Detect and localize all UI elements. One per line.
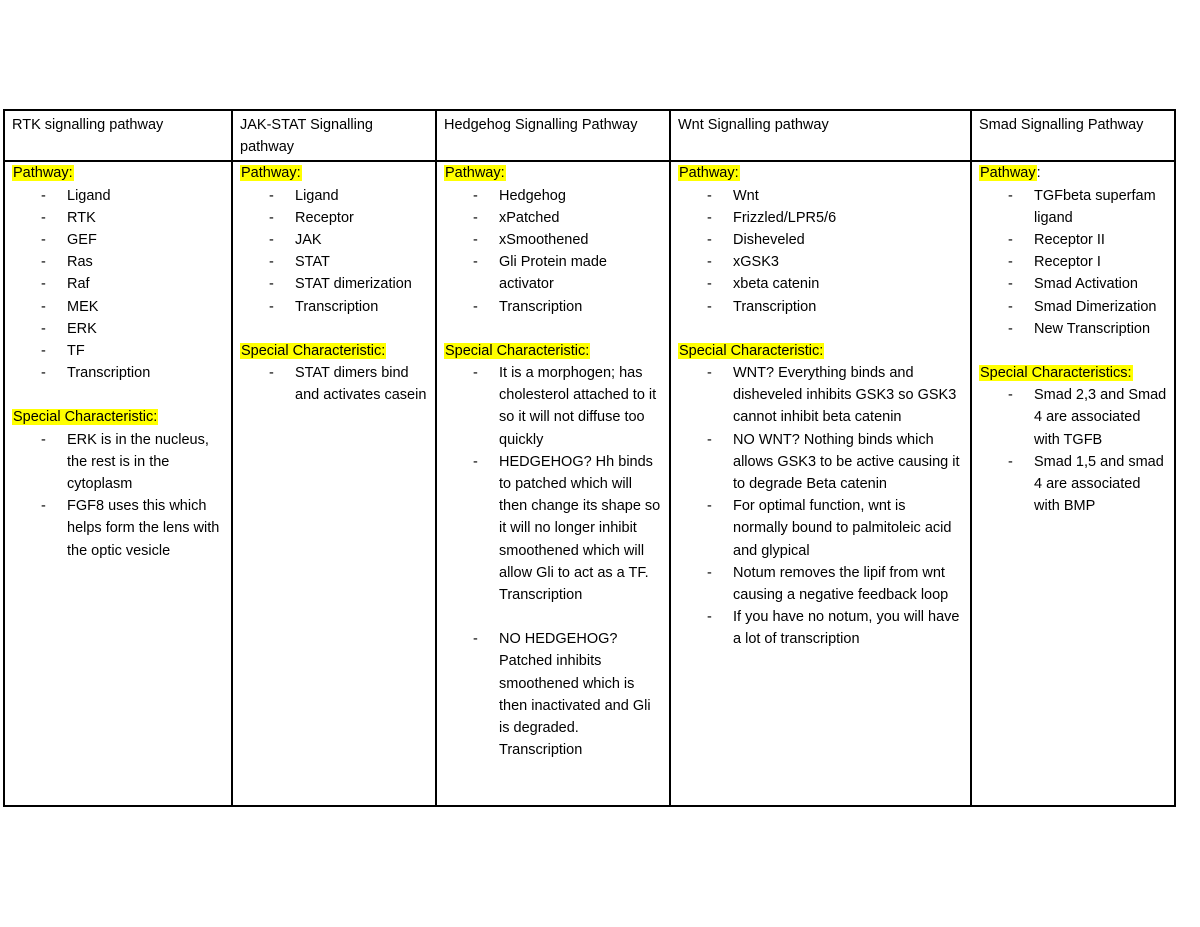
characteristic-item: - Notum removes the lipif from wnt causing a negative feedback loop <box>733 562 963 606</box>
pathway-step: - Ras <box>67 251 224 273</box>
section-spacer <box>240 318 428 340</box>
cell-rtk <box>4 161 232 806</box>
col-header-jak-stat <box>232 110 436 161</box>
pathway-step: - Disheveled <box>733 229 963 251</box>
pathway-label <box>444 162 662 184</box>
pathway-label <box>678 162 963 184</box>
characteristic-item: - Smad 1,5 and smad 4 are associated with BMP <box>1034 451 1167 518</box>
pathway-label-text: Pathway <box>980 165 1036 182</box>
characteristic-item: - HEDGEHOG? Hh binds to patched which will then change its shape so it will no longer inhibit smoothened which will allow Gli to act as a TF. Transcription <box>499 451 662 606</box>
col-header-hedgehog <box>436 110 670 161</box>
pathway-list <box>12 185 224 385</box>
pathway-step: - Receptor I <box>1034 251 1167 273</box>
col-header-text: Smad Signalling Pathway <box>979 117 1144 133</box>
special-label-text: Special Characteristic: <box>13 409 158 426</box>
pathway-step: - xPatched <box>499 207 662 229</box>
pathway-step: - STAT dimerization <box>295 273 428 295</box>
characteristic-item: - STAT dimers bind and activates casein <box>295 362 428 406</box>
characteristic-item: - WNT? Everything binds and disheveled inhibits GSK3 so GSK3 cannot inhibit beta catenin <box>733 362 963 429</box>
characteristic-item: - If you have no notum, you will have a lot of transcription <box>733 606 963 650</box>
col-header-text: Wnt Signalling pathway <box>678 117 829 133</box>
special-characteristic-list <box>444 362 662 761</box>
special-characteristic-label <box>240 340 428 362</box>
characteristic-item: - ERK is in the nucleus, the rest is in the cytoplasm <box>67 429 224 496</box>
pathway-step: - xbeta catenin <box>733 273 963 295</box>
special-characteristic-label <box>12 406 224 428</box>
pathway-label-text: Pathway: <box>445 165 505 182</box>
pathway-step: - xGSK3 <box>733 251 963 273</box>
section-spacer <box>444 318 662 340</box>
special-characteristic-list <box>678 362 963 651</box>
cell-wnt <box>670 161 971 806</box>
pathway-list <box>444 185 662 318</box>
pathway-step: - Raf <box>67 273 224 295</box>
cell-smad <box>971 161 1175 806</box>
pathway-step: - TGFbeta superfam ligand <box>1034 185 1167 229</box>
col-header-text: JAK-STAT Signalling pathway <box>240 117 373 156</box>
pathway-label-text: Pathway: <box>679 165 739 182</box>
content-row <box>4 161 1175 806</box>
col-header-smad <box>971 110 1175 161</box>
pathway-step: - Transcription <box>733 296 963 318</box>
col-header-wnt <box>670 110 971 161</box>
list-spacer <box>499 606 662 628</box>
special-label-text: Special Characteristic: <box>241 342 386 359</box>
pathway-label <box>979 162 1167 184</box>
special-characteristic-list <box>12 429 224 562</box>
special-characteristic-label <box>979 362 1167 384</box>
pathway-step: - Receptor II <box>1034 229 1167 251</box>
characteristic-item: - NO HEDGEHOG? Patched inhibits smoothened which is then inactivated and Gli is degraded. Transcription <box>499 628 662 761</box>
col-header-rtk <box>4 110 232 161</box>
special-characteristic-list <box>979 384 1167 517</box>
special-label-text: Special Characteristic: <box>679 342 824 359</box>
characteristic-item: - Smad 2,3 and Smad 4 are associated with TGFB <box>1034 384 1167 451</box>
pathway-label-text: Pathway: <box>13 165 73 182</box>
pathway-step: - New Transcription <box>1034 318 1167 340</box>
special-label-text: Special Characteristics: <box>980 365 1132 382</box>
characteristic-item: - NO WNT? Nothing binds which allows GSK3 to be active causing it to degrade Beta catenin <box>733 429 963 496</box>
pathway-step: - ERK <box>67 318 224 340</box>
cell-hedgehog <box>436 161 670 806</box>
pathway-step: - Hedgehog <box>499 185 662 207</box>
pathway-step: - STAT <box>295 251 428 273</box>
special-characteristic-label <box>444 340 662 362</box>
pathway-step: - Ligand <box>67 185 224 207</box>
pathway-list <box>979 185 1167 340</box>
pathway-step: - Receptor <box>295 207 428 229</box>
pathway-step: - Transcription <box>499 296 662 318</box>
section-spacer <box>678 318 963 340</box>
pathway-step: - MEK <box>67 296 224 318</box>
pathway-step: - Wnt <box>733 185 963 207</box>
cell-jak-stat <box>232 161 436 806</box>
pathway-step: - Smad Dimerization <box>1034 296 1167 318</box>
characteristic-item: - For optimal function, wnt is normally bound to palmitoleic acid and glypical <box>733 495 963 562</box>
pathway-step: - Transcription <box>295 296 428 318</box>
pathway-label-text: Pathway: <box>241 165 301 182</box>
characteristic-item: - It is a morphogen; has cholesterol attached to it so it will not diffuse too quickly <box>499 362 662 451</box>
special-label-text: Special Characteristic: <box>445 342 590 359</box>
section-spacer <box>12 384 224 406</box>
pathway-step: - RTK <box>67 207 224 229</box>
pathway-step: - Ligand <box>295 185 428 207</box>
col-header-text: Hedgehog Signalling Pathway <box>444 117 638 133</box>
pathway-step: - Smad Activation <box>1034 273 1167 295</box>
pathway-label <box>12 162 224 184</box>
section-spacer <box>979 340 1167 362</box>
pathway-list <box>240 185 428 318</box>
pathway-step: - GEF <box>67 229 224 251</box>
col-header-text: RTK signalling pathway <box>12 117 164 133</box>
pathway-label-suffix: : <box>1036 165 1041 182</box>
pathway-step: - TF <box>67 340 224 362</box>
characteristic-item: - FGF8 uses this which helps form the lens with the optic vesicle <box>67 495 224 562</box>
pathway-list <box>678 185 963 318</box>
pathway-step: - JAK <box>295 229 428 251</box>
special-characteristic-label <box>678 340 963 362</box>
header-row <box>4 110 1175 161</box>
pathway-step: - Gli Protein made activator <box>499 251 662 295</box>
pathway-table <box>3 109 1176 807</box>
special-characteristic-list <box>240 362 428 406</box>
pathway-step: - xSmoothened <box>499 229 662 251</box>
pathway-label <box>240 162 428 184</box>
pathway-step: - Frizzled/LPR5/6 <box>733 207 963 229</box>
pathway-step: - Transcription <box>67 362 224 384</box>
